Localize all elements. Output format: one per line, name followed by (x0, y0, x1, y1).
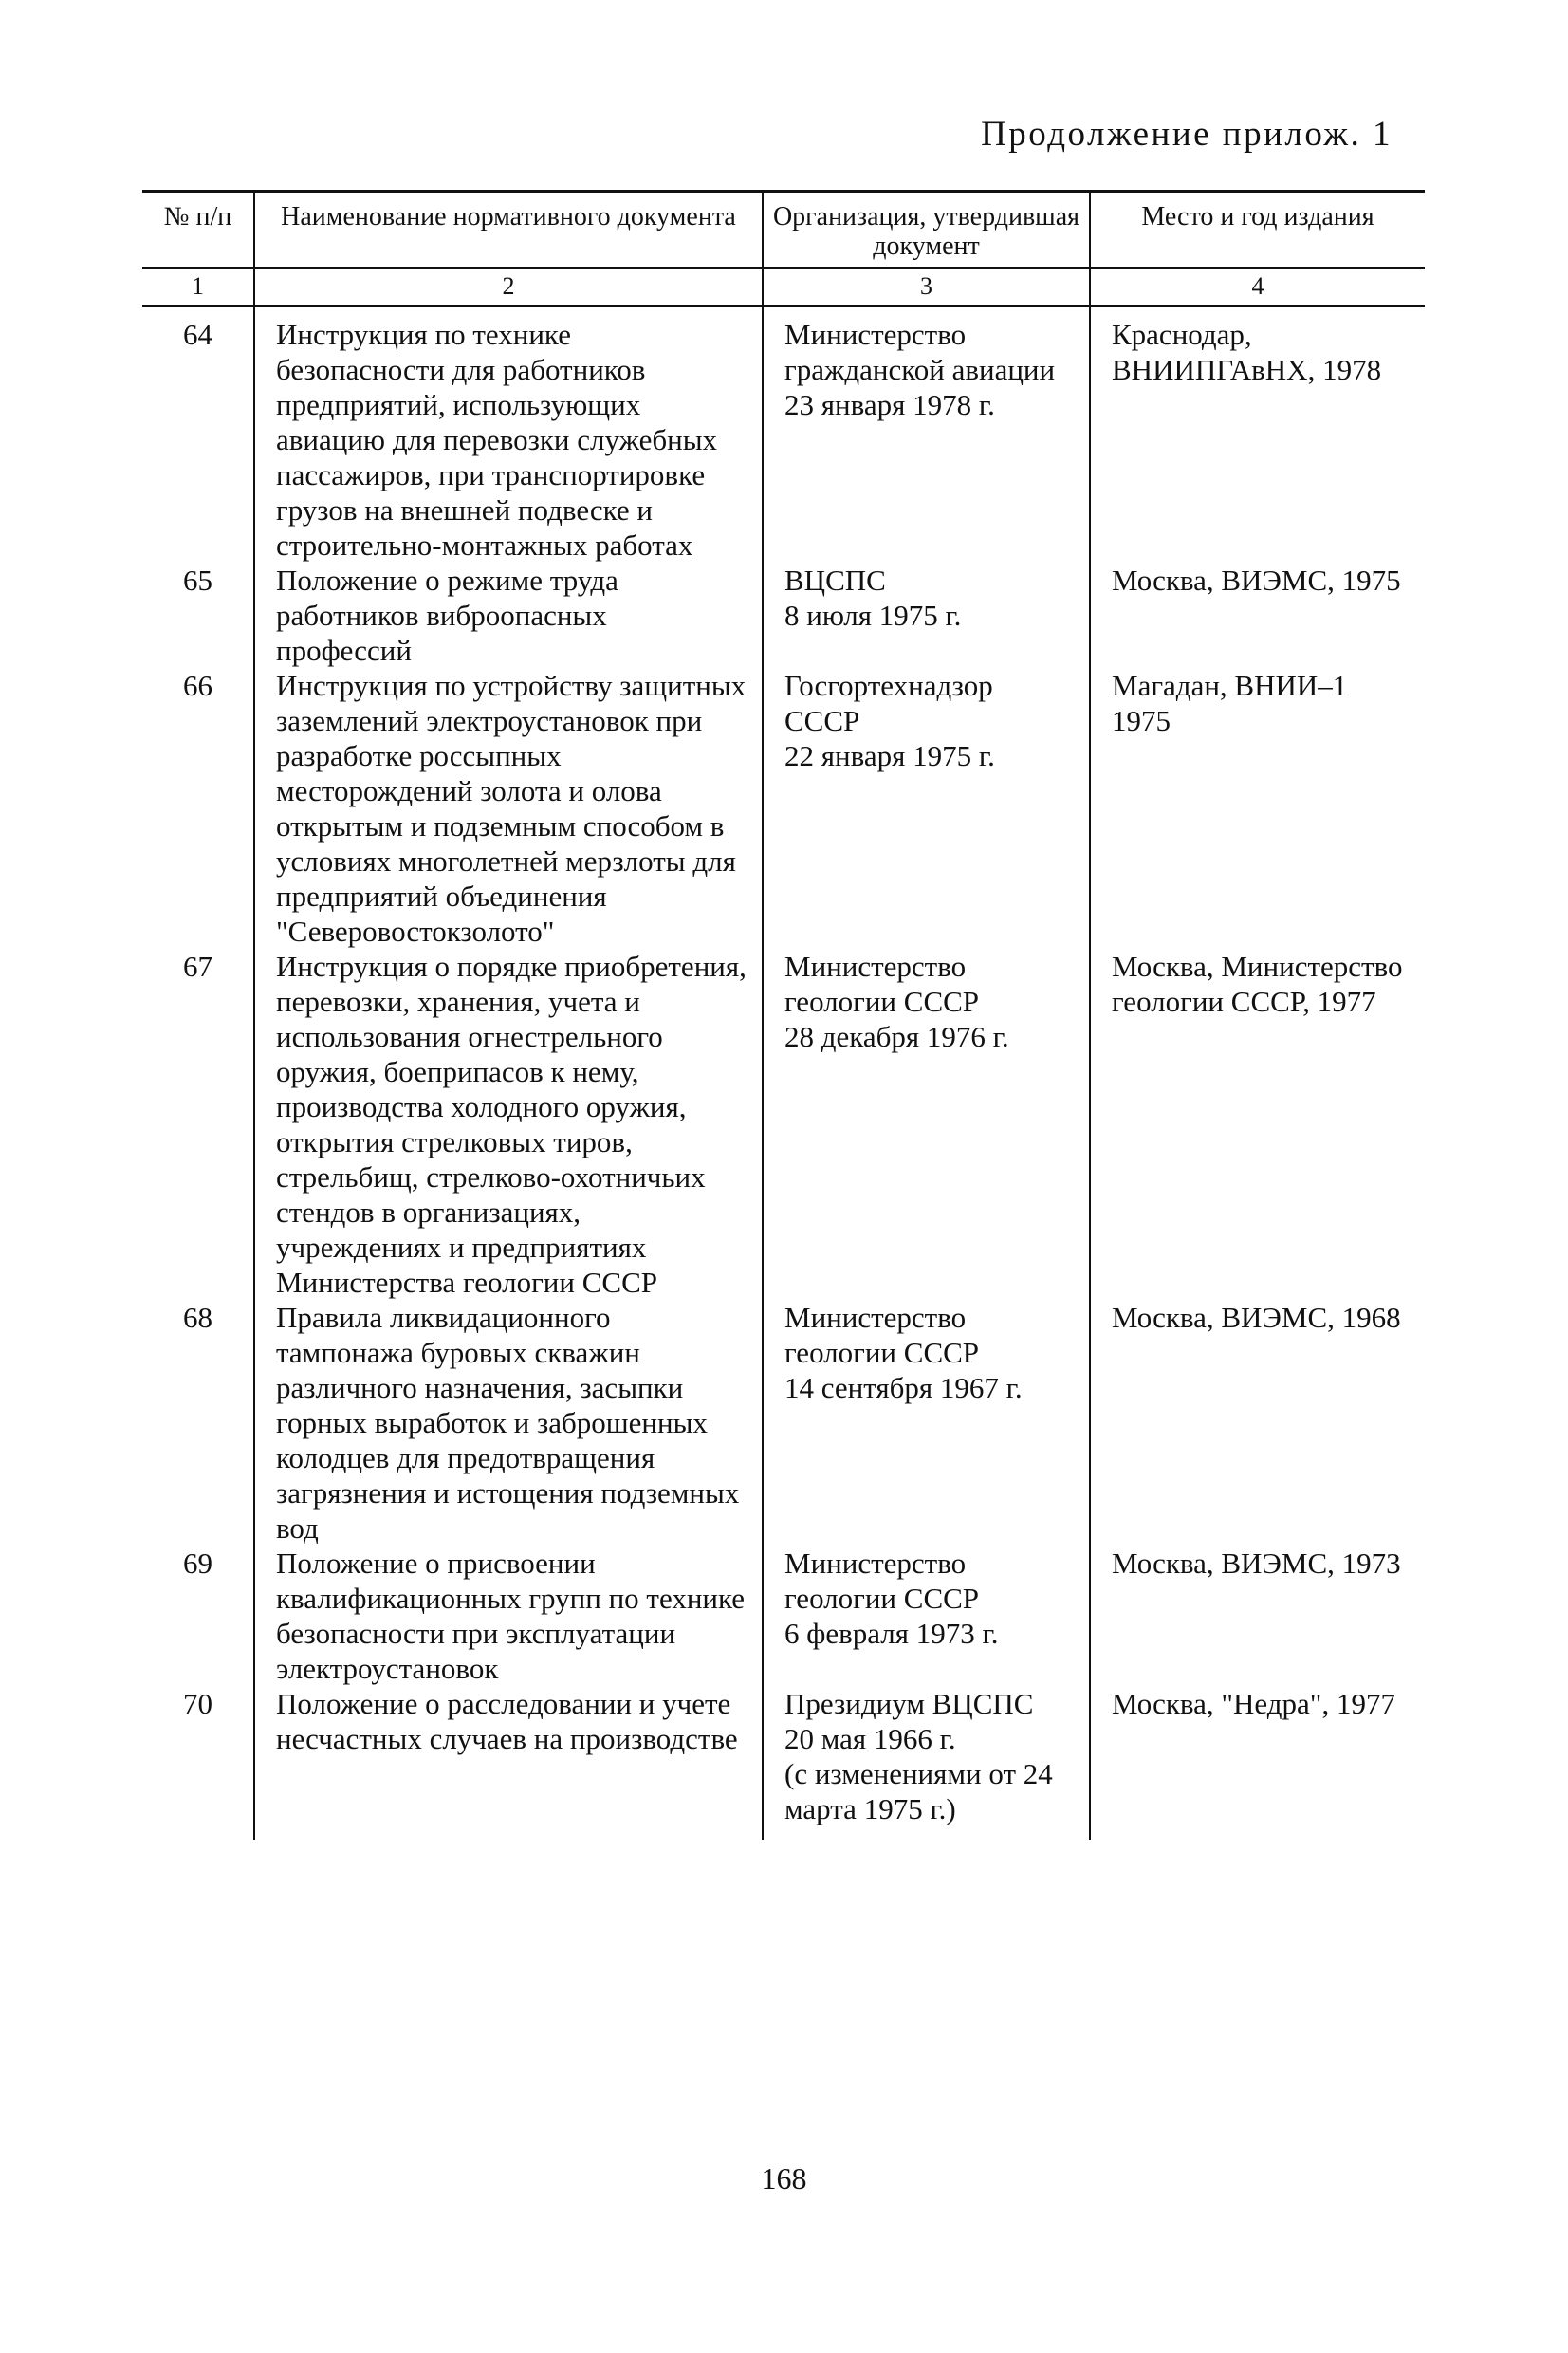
row-number: 68 (183, 1301, 212, 1334)
approving-organization: Министерство геологии СССР 6 февраля 1973 г. (763, 1546, 1090, 1686)
place-and-year: Москва, ВИЭМС, 1968 (1090, 1300, 1425, 1546)
documents-table (142, 190, 1425, 1840)
approving-organization: Министерство геологии СССР 14 сентября 1967 г. (763, 1300, 1090, 1546)
row-number: 64 (183, 318, 212, 351)
page-number: 168 (761, 2161, 807, 2196)
row-number: 67 (183, 950, 212, 983)
approving-organization: Министерство геологии СССР 28 декабря 1976 г. (763, 949, 1090, 1300)
column-number: 4 (1090, 269, 1425, 306)
place-and-year: Москва, ВИЭМС, 1975 (1090, 563, 1425, 668)
column-number: 2 (254, 269, 763, 306)
place-and-year: Москва, "Недра", 1977 (1090, 1686, 1425, 1840)
document-name: Положение о присвоении квалификационных групп по технике безопасности при эксплуатации электроустановок (254, 1546, 763, 1686)
place-and-year: Краснодар, ВНИИПГАвНХ, 1978 (1090, 306, 1425, 564)
table-row (142, 1300, 1425, 1546)
table-row (142, 1546, 1425, 1686)
document-name: Инструкция по устройству защитных заземлений электроустановок при разработке россыпных месторождений золота и олова открытым и подземным способом в условиях многолетней мерзлоты для предприятий объединения "Северовостокзолото" (254, 668, 763, 949)
approving-organization: ВЦСПС 8 июля 1975 г. (763, 563, 1090, 668)
column-header-place-year: Место и год издания (1090, 192, 1425, 269)
document-name: Положение о расследовании и учете несчастных случаев на производстве (254, 1686, 763, 1840)
approving-organization: Госгортехнадзор СССР 22 января 1975 г. (763, 668, 1090, 949)
column-header-document-name: Наименование нормативного документа (254, 192, 763, 269)
row-number: 65 (183, 564, 212, 597)
place-and-year: Москва, Министерство геологии СССР, 1977 (1090, 949, 1425, 1300)
document-name: Правила ликвидационного тампонажа буровых скважин различного назначения, засыпки горных выработок и заброшенных колодцев для предотвращения загрязнения и истощения подземных вод (254, 1300, 763, 1546)
approving-organization: Министерство гражданской авиации 23 января 1978 г. (763, 306, 1090, 564)
table-header-row (142, 192, 1425, 269)
document-name: Инструкция по технике безопасности для работников предприятий, использующих авиацию для перевозки служебных пассажиров, при транспортировке грузов на внешней подвеске и строительно-монтажных работах (254, 306, 763, 564)
document-name: Инструкция о порядке приобретения, перевозки, хранения, учета и использования огнестрельного оружия, боеприпасов к нему, производства холодного оружия, открытия стрелковых тиров, стрельбищ, стрелково-охотничьих стендов в организациях, учреждениях и предприятиях Министерства геологии СССР (254, 949, 763, 1300)
column-number: 1 (142, 269, 254, 306)
table-row (142, 1686, 1425, 1840)
place-and-year: Москва, ВИЭМС, 1973 (1090, 1546, 1425, 1686)
document-name: Положение о режиме труда работников виброопасных профессий (254, 563, 763, 668)
column-number: 3 (763, 269, 1090, 306)
table-row (142, 668, 1425, 949)
continuation-heading: Продолжение прилож. 1 (981, 115, 1393, 154)
table-row (142, 949, 1425, 1300)
column-header-number: № п/п (142, 192, 254, 269)
place-and-year: Магадан, ВНИИ–1 1975 (1090, 668, 1425, 949)
table-row (142, 306, 1425, 564)
column-number-row (142, 269, 1425, 306)
table-row (142, 563, 1425, 668)
approving-organization: Президиум ВЦСПС 20 мая 1966 г. (с изменениями от 24 марта 1975 г.) (763, 1686, 1090, 1840)
row-number: 70 (183, 1687, 212, 1720)
row-number: 66 (183, 669, 212, 702)
column-header-organization: Организация, утвердившая документ (763, 192, 1090, 269)
row-number: 69 (183, 1547, 212, 1580)
